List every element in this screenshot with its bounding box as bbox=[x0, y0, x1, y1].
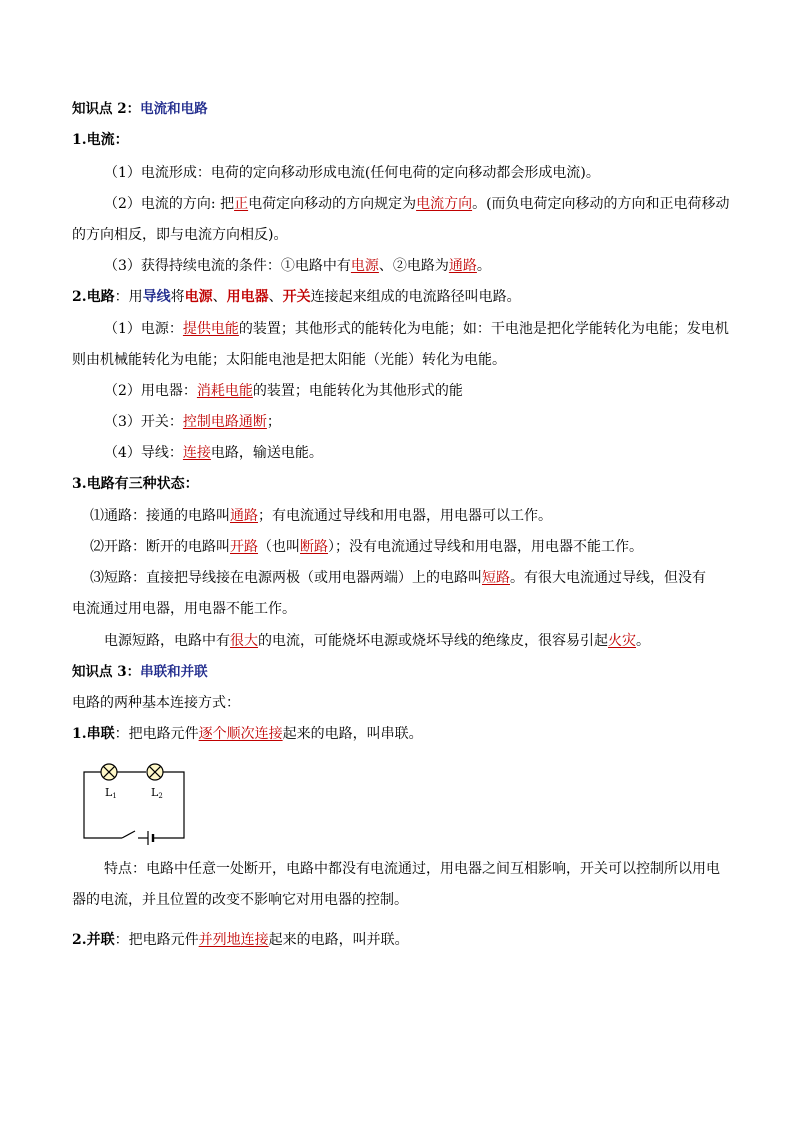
lamp-l2-label: L2 bbox=[151, 786, 163, 800]
lamp-l1-icon bbox=[101, 764, 117, 780]
keyword-short: 短路 bbox=[482, 570, 510, 586]
keyword-closed: 通路 bbox=[230, 508, 258, 524]
state-closed-circuit: ⑴通路：接通的电路叫通路；有电流通过导线和用电器，用电器可以工作。 bbox=[90, 508, 552, 524]
keyword-provide-energy: 提供电能 bbox=[182, 321, 239, 337]
continuous-current-condition: （3）获得持续电流的条件：①电路中有电源、②电路为通路。 bbox=[104, 258, 491, 274]
current-direction-text: （2）电流的方向: 把正电荷定向移动的方向规定为电流方向。(而负电荷定向移动的方向和正电荷移动 bbox=[104, 196, 730, 212]
keyword-fire: 火灾 bbox=[608, 633, 636, 649]
knowledge-point-2-heading: 知识点 2：电流和电路 bbox=[72, 101, 208, 117]
connection-intro: 电路的两种基本连接方式： bbox=[72, 695, 240, 711]
keyword-parallel: 并列地连接 bbox=[198, 932, 269, 948]
section-circuit-heading: 2.电路：用导线将电源、用电器、开关连接起来组成的电流路径叫电路。 bbox=[72, 289, 521, 305]
current-formation-text: （1）电流形成：电荷的定向移动形成电流(任何电荷的定向移动都会形成电流)。 bbox=[104, 165, 600, 181]
lamp-l2-icon bbox=[147, 764, 163, 780]
short-circuit-warning: 电源短路，电路中有很大的电流，可能烧坏电源或烧坏导线的绝缘皮，很容易引起火灾。 bbox=[104, 633, 650, 649]
series-traits-text-cont: 器的电流，并且位置的改变不影响它对用电器的控制。 bbox=[72, 892, 408, 908]
keyword-broken: 断路 bbox=[300, 539, 328, 555]
keyword-sequential: 逐个顺次连接 bbox=[198, 726, 283, 742]
keyword-very-large: 很大 bbox=[230, 633, 258, 649]
series-circuit-diagram bbox=[80, 760, 190, 845]
switch-text: （3）开关：控制电路通断； bbox=[104, 414, 281, 430]
power-source-text: （1）电源：提供电能的装置；其他形式的能转化为电能；如：干电池是把化学能转化为电能；发电机 bbox=[104, 321, 729, 337]
power-source-text-cont: 则由机械能转化为电能；太阳能电池是把太阳能（光能）转化为电能。 bbox=[72, 352, 506, 368]
appliance-text: （2）用电器：消耗电能的装置；电能转化为其他形式的能 bbox=[104, 383, 463, 399]
lamp-l1-label: L1 bbox=[105, 786, 117, 800]
knowledge-point-3-title: 串联和并联 bbox=[140, 664, 208, 680]
series-definition: 1.串联：把电路元件逐个顺次连接起来的电路，叫串联。 bbox=[72, 726, 423, 742]
keyword-positive: 正 bbox=[234, 196, 249, 212]
state-short-circuit: ⑶短路：直接把导线接在电源两极（或用电器两端）上的电路叫短路。有很大电流通过导线，但没有 bbox=[90, 570, 706, 586]
keyword-open: 开路 bbox=[230, 539, 258, 555]
knowledge-point-2-title: 电流和电路 bbox=[140, 101, 208, 117]
keyword-power-source: 电源 bbox=[350, 258, 379, 274]
wire-text: （4）导线：连接电路，输送电能。 bbox=[104, 445, 323, 461]
knowledge-point-3-heading: 知识点 3：串联和并联 bbox=[72, 664, 208, 680]
current-direction-text-cont: 的方向相反，即与电流方向相反)。 bbox=[72, 227, 288, 243]
keyword-current-direction: 电流方向 bbox=[416, 196, 473, 212]
state-short-circuit-cont: 电流通过用电器，用电器不能工作。 bbox=[72, 601, 296, 617]
state-open-circuit: ⑵开路：断开的电路叫开路（也叫断路）；没有电流通过导线和用电器，用电器不能工作。 bbox=[90, 539, 643, 555]
keyword-connect: 连接 bbox=[182, 445, 211, 461]
series-traits-text: 特点：电路中任意一处断开，电路中都没有电流通过，用电器之间互相影响，开关可以控制所以用电 bbox=[104, 861, 720, 877]
keyword-closed-circuit: 通路 bbox=[448, 258, 477, 274]
circuit-wire-left bbox=[84, 772, 122, 838]
keyword-consume-energy: 消耗电能 bbox=[196, 383, 253, 399]
keyword-control-circuit: 控制电路通断 bbox=[182, 414, 267, 430]
switch-symbol bbox=[122, 831, 135, 838]
section-circuit-states-heading: 3.电路有三种状态： bbox=[72, 476, 199, 492]
section-current-heading: 1.电流： bbox=[72, 132, 129, 148]
circuit-wire-right bbox=[153, 772, 184, 838]
parallel-definition: 2.并联：把电路元件并列地连接起来的电路，叫并联。 bbox=[72, 932, 409, 948]
